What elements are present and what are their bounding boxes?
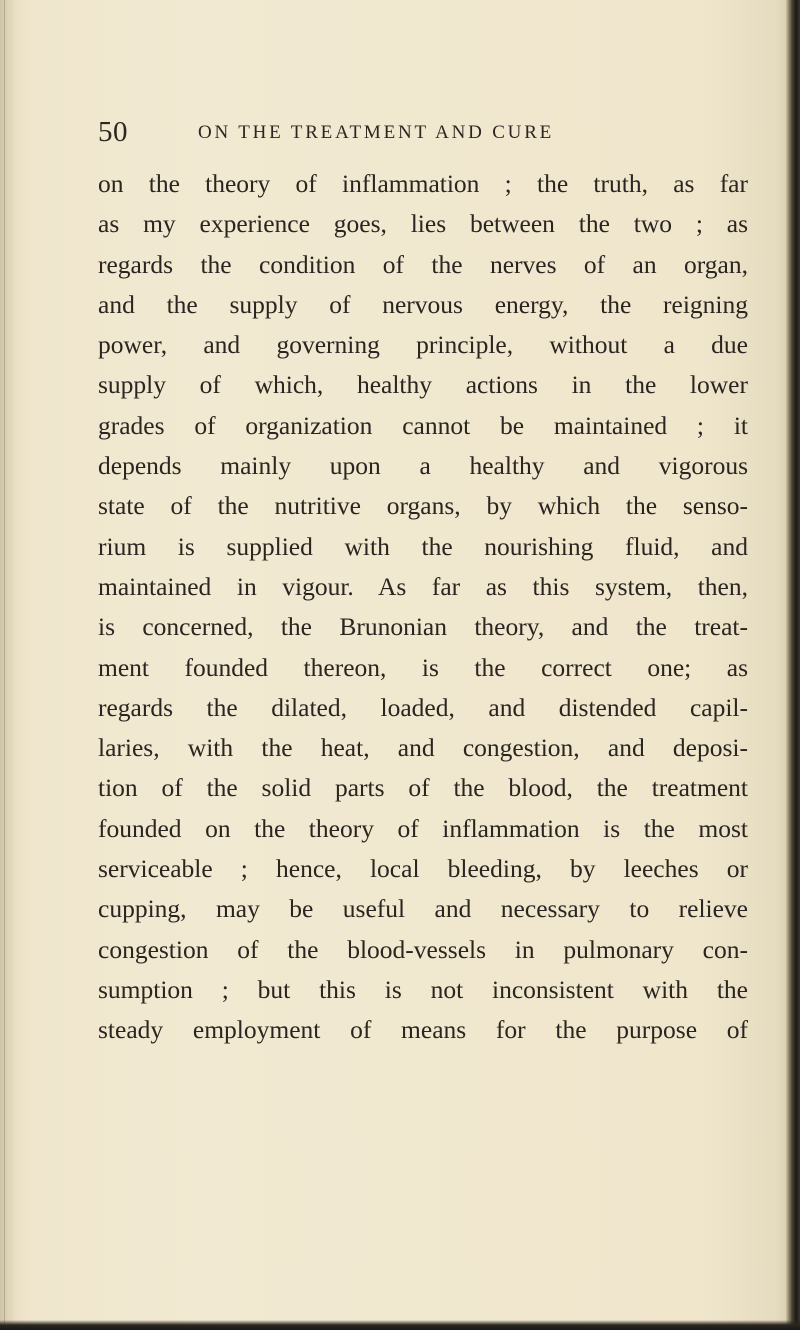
body-text — [98, 164, 748, 1051]
text-line: on the theory of inflammation ; the truth, as far — [98, 169, 748, 198]
text-line: regards the condition of the nerves of an organ, — [98, 249, 748, 279]
running-head — [98, 116, 738, 156]
text-line: and the supply of nervous energy, the reigning — [98, 289, 748, 319]
text-line: serviceable ; hence, local bleeding, by leeches or — [98, 854, 748, 884]
page-number: 50 — [98, 116, 128, 148]
page-right-edge-shadow — [786, 0, 800, 1330]
page-margin-line — [4, 0, 5, 1330]
page-gutter-shadow — [0, 0, 16, 1330]
text-line: maintained in vigour. As far as this system, then, — [98, 571, 748, 601]
text-line: as my experience goes, lies between the two ; as — [98, 209, 748, 239]
text-line: depends mainly upon a healthy and vigorous — [98, 451, 748, 481]
text-line: founded on the theory of inflammation is the most — [98, 813, 748, 843]
text-line: power, and governing principle, without a due — [98, 330, 748, 360]
text-line: is concerned, the Brunonian theory, and the treat- — [98, 612, 748, 642]
text-line: regards the dilated, loaded, and distended capil- — [98, 692, 748, 722]
text-line: ment founded thereon, is the correct one; as — [98, 652, 748, 682]
text-line: sumption ; but this is not inconsistent with the — [98, 974, 748, 1004]
page-bottom-edge-shadow — [0, 1320, 800, 1330]
running-head-title: ON THE TREATMENT AND CURE — [198, 122, 555, 143]
text-line: laries, with the heat, and congestion, and deposi- — [98, 733, 748, 763]
text-line: congestion of the blood-vessels in pulmonary con- — [98, 934, 748, 964]
text-line: state of the nutritive organs, by which the senso- — [98, 491, 748, 521]
text-line: cupping, may be useful and necessary to relieve — [98, 894, 748, 924]
text-line: grades of organization cannot be maintained ; it — [98, 410, 748, 440]
text-line: rium is supplied with the nourishing fluid, and — [98, 531, 748, 561]
text-line: tion of the solid parts of the blood, the treatment — [98, 773, 748, 803]
text-line: steady employment of means for the purpose of — [98, 1015, 748, 1045]
text-line: supply of which, healthy actions in the lower — [98, 370, 748, 400]
